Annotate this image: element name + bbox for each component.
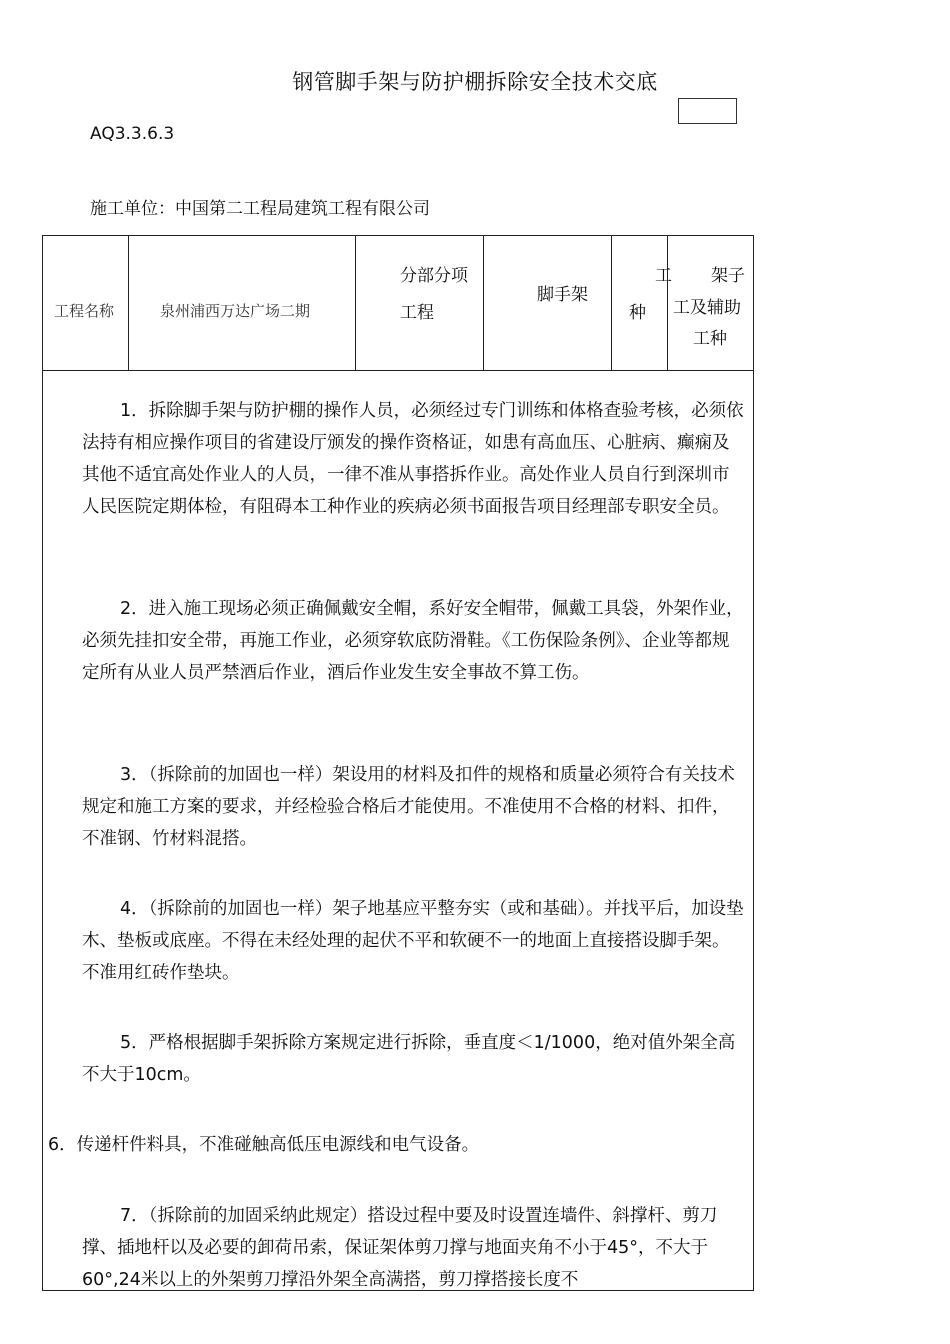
subproject-label-line-2: 工程 (400, 303, 434, 323)
subproject-label-line-1: 分部分项 (400, 266, 468, 286)
item-3-text: 3．（拆除前的加固也一样）架设用的材料及扣件的规格和质量必须符合有关技术规定和施工方案的要求，并经检验合格后才能使用。不准使用不合格的材料、扣件，不准钢、竹材料混搭。 (82, 765, 735, 849)
trade-label-line-2: 种 (629, 303, 646, 323)
construction-unit (90, 194, 430, 219)
item-1 (82, 395, 746, 523)
column-divider-2 (355, 235, 356, 370)
item-6: 6．传递杆件料具，不准碰触高低压电源线和电气设备。 (48, 1135, 480, 1155)
item-5-text: 5．严格根据脚手架拆除方案规定进行拆除，垂直度＜1/1000，绝对值外架全高不大于10cm。 (82, 1033, 736, 1085)
item-4 (82, 893, 746, 989)
trade-value-line-1: 架子 (711, 266, 745, 286)
construction-unit-value: 中国第二工程局建筑工程有限公司 (175, 199, 430, 219)
column-divider-3 (483, 235, 484, 370)
construction-unit-label: 施工单位： (90, 199, 175, 219)
header-row-divider (42, 370, 754, 371)
item-3 (82, 759, 746, 855)
item-1-text: 1．拆除脚手架与防护棚的操作人员，必须经过专门训练和体格查验考核，必须依法持有相应操作项目的省建设厅颁发的操作资格证，如患有高血压、心脏病、癫痫及其他不适宜高处作业人的人员，一律不准从事搭拆作业。高处作业人员自行到深圳市人民医院定期体检，有阻碍本工种作业的疾病必须书面报告项目经理部专职安全员。 (82, 401, 744, 517)
trade-label-line-1: 工 (655, 266, 672, 286)
project-name-value: 泉州浦西万达广场二期 (160, 302, 311, 320)
column-divider-1 (128, 235, 129, 370)
item-2-text: 2．进入施工现场必须正确佩戴安全帽，系好安全帽带，佩戴工具袋，外架作业，必须先挂扣安全带，再施工作业，必须穿软底防滑鞋。《工伤保险条例》、企业等都规定所有从业人员严禁酒后作业，酒后作业发生安全事故不算工伤。 (82, 599, 744, 683)
trade-value-line-2: 工及辅助 (673, 298, 741, 318)
trade-value-line-3: 工种 (693, 329, 727, 349)
item-7-text: 7．（拆除前的加固采纳此规定）搭设过程中要及时设置连墙件、斜撑杆、剪刀撑、插地杆以及必要的卸荷吊索，保证架体剪刀撑与地面夹角不小于45°，不大于60°,24米以上的外架剪刀撑沿外架全高满搭，剪刀撑搭接长度不 (82, 1206, 718, 1290)
item-2 (82, 593, 746, 689)
item-4-text: 4．（拆除前的加固也一样）架子地基应平整夯实（或和基础）。并找平后，加设垫木、垫板或底座。不得在未经处理的起伏不平和软硬不一的地面上直接搭设脚手架。不准用红砖作垫块。 (82, 899, 744, 983)
subproject-value: 脚手架 (537, 285, 588, 305)
title-box (678, 98, 737, 124)
document-title: 钢管脚手架与防护棚拆除安全技术交底 (292, 70, 658, 94)
project-name-label: 工程名称 (54, 302, 115, 320)
column-divider-5 (667, 235, 668, 370)
item-7 (82, 1200, 746, 1296)
item-5 (82, 1027, 746, 1091)
column-divider-4 (611, 235, 612, 370)
document-code: AQ3.3.6.3 (90, 124, 175, 144)
